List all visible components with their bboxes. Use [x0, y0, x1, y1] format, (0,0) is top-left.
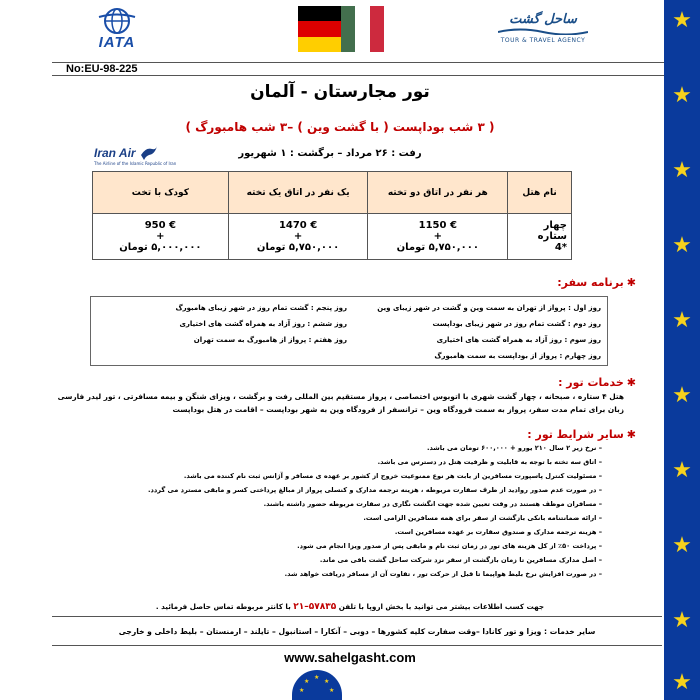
agency-logo: [488, 12, 598, 56]
program-right-col: [351, 300, 601, 364]
condition-item: – اتاق سه تخته با توجه به قابلیت و ظرفیت هتل در دسترس می باشد.: [377, 458, 602, 466]
single-price-cell: [228, 214, 368, 260]
program-day: روز ششم : روز آزاد به همراه گشت های اختیاری: [179, 320, 347, 328]
single-toman: ۵,۷۵۰,۰۰۰ تومان: [256, 242, 340, 253]
contact-text-after: با کانتر مربوطه تماس حاصل فرمائید .: [155, 602, 291, 611]
condition-item: – در صورت عدم صدور روادید از طرف سفارت مربوطه ، هزینه ترجمه مدارک و کنسلی پرواز از مبالغ پرداختی کسر و مابقی مسترد می گردد.: [148, 486, 602, 494]
star-icon: ★: [672, 608, 692, 633]
airline-name: Iran Air: [94, 146, 136, 160]
program-day: روز پنجم : گشت تمام روز در شهر زیبای هامبورگ: [175, 304, 347, 312]
condition-item: – مسئولیت کنترل پاسپورت مسافرین از بابت هر نوع ممنوعیت خروج از کشور بر عهده ی مسافر و آژانس ثبت نام کننده می باشد.: [183, 472, 602, 480]
contact-line: [90, 602, 610, 612]
germany-flag-icon: [298, 6, 341, 52]
double-plus: +: [433, 231, 442, 242]
header-child: کودک با تخت: [93, 172, 229, 214]
star-icon: ★: [672, 533, 692, 558]
flags: [298, 6, 384, 52]
star-icon: ★: [672, 233, 692, 258]
single-eur: 1470 €: [278, 220, 318, 231]
condition-item: – ارائه ضمانتنامه بانکی بازگشت از سفر برای همه مسافرین الزامی است.: [363, 514, 602, 522]
page-subtitle: ( ۳ شب بوداپست ( با گشت وین ) –۳ شب هامبورگ ): [185, 120, 495, 134]
child-price-cell: [93, 214, 229, 260]
header-double: هر نفر در اتاق دو تخته: [368, 172, 508, 214]
services-text: هتل ۴ ستاره ، صبحانه ، چهار گشت شهری با اتوبوس اختصاصی ، پرواز مستقیم بین المللی رفت و برگشت ، ویزای شنگن و بیمه مسافرتی ، تور لیدر فارسی زبان برای تمام مدت سفر، پرواز به سمت فرودگاه وین – ترانسفر از فرودگاه وین به شهر بوداپست – اقامت در هتل بوداپست: [57, 392, 624, 414]
iata-label: IATA: [98, 34, 136, 51]
tour-code: No:EU-98-225: [66, 63, 138, 75]
star-icon: ★: [672, 383, 692, 408]
asterisk-icon: ✱: [626, 376, 636, 389]
asterisk-icon: ✱: [626, 276, 636, 289]
other-services: سایر خدمات : ویزا و تور کانادا –وقت سفارت کلیه کشورها – دوبی – آنکارا – استانبول – تایلند – ارمنستان – بلیط داخلی و خارجی: [52, 616, 662, 646]
table-row: [93, 214, 572, 260]
contact-phone: ۵۷۸۳۵–۲۱: [293, 602, 337, 612]
globe-icon: [97, 8, 137, 34]
page-title: تور مجارستان - آلمان: [250, 82, 430, 102]
agency-name: ساحل گشت: [509, 12, 577, 27]
table-header-row: [93, 172, 572, 214]
header: [0, 0, 664, 62]
hungary-flag-icon: [341, 6, 384, 52]
star-icon: ★: [672, 158, 692, 183]
child-toman: ۵,۰۰۰,۰۰۰ تومان: [119, 242, 202, 253]
hotel-star: 4*: [554, 242, 567, 253]
program-heading: ✱برنامه سفر:: [557, 276, 636, 289]
homa-bird-icon: [140, 145, 158, 161]
program-left-col: [97, 300, 347, 348]
condition-item: – هزینه ترجمه مدارک و صندوق سفارت بر عهده مسافرین است.: [394, 528, 602, 536]
program-day: روز دوم : گشت تمام روز در شهر زیبای بوداپست: [432, 320, 601, 328]
conditions-heading: ✱سایر شرایط تور :: [527, 428, 636, 441]
program-day: روز سوم : روز آزاد به همراه گشت های اختیاری: [436, 336, 601, 344]
star-icon: ★: [672, 670, 692, 695]
star-icon: ★: [672, 308, 692, 333]
code-bar: [52, 62, 664, 76]
condition-item: – مسافران موظف هستند در وقت تعیین شده جهت انگشت نگاری در سفارت مربوطه حضور داشته باشند.: [263, 500, 602, 508]
website-link[interactable]: www.sahelgasht.com: [284, 650, 416, 665]
double-eur: 1150 €: [418, 220, 457, 231]
eu-stars-icon: ★ ★ ★ ★ ★: [292, 670, 342, 700]
hotel-cell: [508, 214, 572, 260]
price-table: [92, 171, 572, 260]
airline-tagline: The Airline of the Islamic Republic of Iran: [94, 161, 177, 166]
contact-text: جهت کسب اطلاعات بیشتر می توانید با بخش اروپا با تلفن: [338, 602, 545, 611]
condition-item: – اصل مدارک مسافرین تا زمان بازگشت از سفر نزد شرکت ساحل گشت باقی می ماند.: [319, 556, 602, 564]
header-hotel: نام هتل: [508, 172, 572, 214]
asterisk-icon: ✱: [626, 428, 636, 441]
condition-item: – پرداخت ۵۰٪ از کل هزینه های تور در زمان ثبت نام و مابقی پس از صدور ویزا انجام می شود.: [297, 542, 602, 550]
conditions-list: [100, 441, 602, 581]
condition-item: – در صورت افزایش نرخ بلیط هواپیما تا قبل از حرکت تور ، تفاوت آن از مسافر دریافت خواهد شد.: [284, 570, 602, 578]
wave-icon: [498, 27, 588, 35]
tour-dates: رفت : ۲۶ مرداد – برگشت : ۱ شهریور: [238, 148, 422, 159]
child-plus: +: [156, 231, 165, 242]
star-icon: ★: [672, 458, 692, 483]
single-plus: +: [293, 231, 303, 242]
hotel-name: چهار ستاره: [537, 220, 567, 242]
star-icon: ★: [672, 83, 692, 108]
program-day: روز هفتم : پرواز از هامبورگ به سمت تهران: [193, 336, 347, 344]
agency-tagline: TOUR & TRAVEL AGENCY: [500, 37, 586, 44]
star-icon: ★: [672, 8, 692, 33]
child-eur: 950 €: [144, 220, 177, 231]
header-single: یک نفر در اتاق یک تخته: [228, 172, 368, 214]
iata-logo: [82, 8, 152, 56]
double-price-cell: [368, 214, 508, 260]
services-heading: ✱خدمات تور :: [558, 376, 636, 389]
eu-side-strip: [664, 0, 700, 700]
program-box: [90, 296, 608, 366]
program-day: روز اول : پرواز از تهران به سمت وین و گشت در شهر زیبای وین: [377, 304, 601, 312]
program-day: روز چهارم : پرواز از بوداپست به سمت هامبورگ: [434, 352, 601, 360]
double-toman: ۵,۷۵۰,۰۰۰ تومان: [396, 242, 479, 253]
condition-item: – نرخ زیر ۲ سال ۲۱۰ یورو + ۶۰۰,۰۰۰ تومان می باشد.: [426, 444, 602, 452]
